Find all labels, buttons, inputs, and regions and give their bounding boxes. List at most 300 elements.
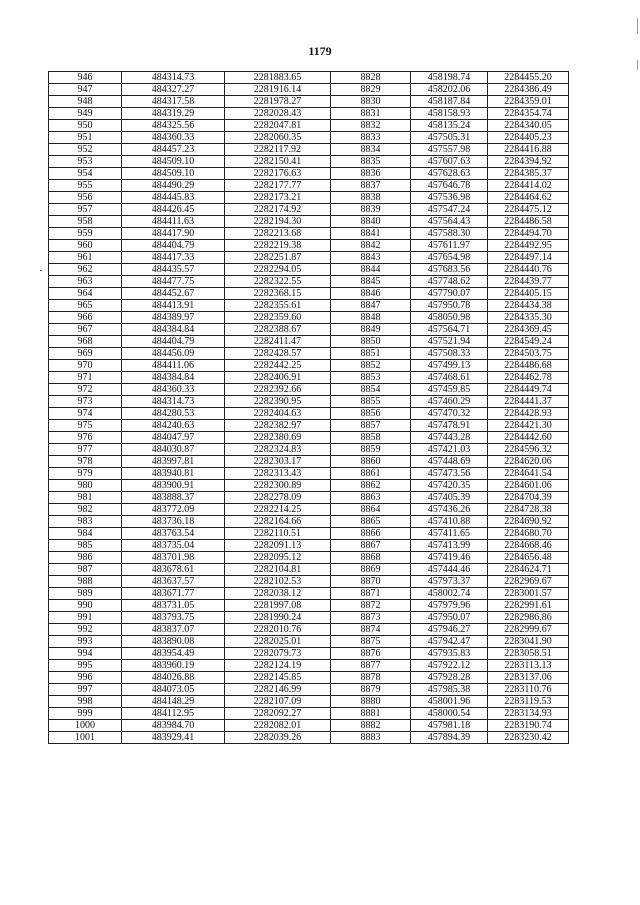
y-coordinate-right-cell: 2283134.93 [488,708,569,720]
point-number-left-cell: 994 [49,648,122,660]
y-coordinate-right-cell: 2284680.70 [488,528,569,540]
point-number-left-cell: 965 [49,300,122,312]
x-coordinate-left-cell: 484389.97 [122,312,225,324]
x-coordinate-left-cell: 484073.05 [122,684,225,696]
y-coordinate-right-cell: 2283119.53 [488,696,569,708]
x-coordinate-right-cell: 457410.88 [411,516,488,528]
point-number-left-cell: 953 [49,156,122,168]
y-coordinate-left-cell: 2282214.25 [225,504,331,516]
table-row [49,204,569,216]
x-coordinate-left-cell: 484047.97 [122,432,225,444]
x-coordinate-left-cell: 484490.29 [122,180,225,192]
x-coordinate-right-cell: 457748.62 [411,276,488,288]
x-coordinate-left-cell: 483763.54 [122,528,225,540]
point-number-left-cell: 947 [49,84,122,96]
x-coordinate-right-cell: 457654.98 [411,252,488,264]
point-number-left-cell: 981 [49,492,122,504]
table-row [49,180,569,192]
point-number-right-cell: 8871 [331,588,411,600]
point-number-right-cell: 8852 [331,360,411,372]
point-number-right-cell: 8872 [331,600,411,612]
table-row [49,240,569,252]
point-number-left-cell: 951 [49,132,122,144]
y-coordinate-right-cell: 2284486.68 [488,360,569,372]
y-coordinate-left-cell: 2282095.12 [225,552,331,564]
y-coordinate-left-cell: 2281997.08 [225,600,331,612]
table-row [49,216,569,228]
y-coordinate-left-cell: 2282322.55 [225,276,331,288]
table-row [49,228,569,240]
x-coordinate-left-cell: 483960.19 [122,660,225,672]
y-coordinate-right-cell: 2283137.06 [488,672,569,684]
table-row [49,396,569,408]
x-coordinate-left-cell: 484327.27 [122,84,225,96]
y-coordinate-left-cell: 2282117.92 [225,144,331,156]
x-coordinate-right-cell: 457557.98 [411,144,488,156]
point-number-left-cell: 991 [49,612,122,624]
x-coordinate-left-cell: 484360.33 [122,132,225,144]
point-number-right-cell: 8882 [331,720,411,732]
point-number-right-cell: 8867 [331,540,411,552]
x-coordinate-left-cell: 484509.10 [122,156,225,168]
point-number-right-cell: 8850 [331,336,411,348]
table-row [49,648,569,660]
y-coordinate-left-cell: 2282303.17 [225,456,331,468]
y-coordinate-right-cell: 2283230.42 [488,732,569,744]
point-number-right-cell: 8866 [331,528,411,540]
y-coordinate-right-cell: 2284369.45 [488,324,569,336]
y-coordinate-left-cell: 2282150.41 [225,156,331,168]
point-number-left-cell: 979 [49,468,122,480]
y-coordinate-right-cell: 2284354.74 [488,108,569,120]
table-row [49,264,569,276]
x-coordinate-left-cell: 484384.84 [122,372,225,384]
y-coordinate-right-cell: 2283041.90 [488,636,569,648]
point-number-right-cell: 8865 [331,516,411,528]
table-row [49,540,569,552]
y-coordinate-right-cell: 2284385.37 [488,168,569,180]
y-coordinate-right-cell: 2283001.57 [488,588,569,600]
y-coordinate-left-cell: 2282428.57 [225,348,331,360]
x-coordinate-left-cell: 484360.33 [122,384,225,396]
x-coordinate-right-cell: 457405.39 [411,492,488,504]
point-number-right-cell: 8869 [331,564,411,576]
y-coordinate-left-cell: 2282028.43 [225,108,331,120]
point-number-right-cell: 8881 [331,708,411,720]
x-coordinate-right-cell: 457443.28 [411,432,488,444]
point-number-right-cell: 8848 [331,312,411,324]
table-row [49,420,569,432]
y-coordinate-left-cell: 2282025.01 [225,636,331,648]
y-coordinate-right-cell: 2284624.71 [488,564,569,576]
point-number-left-cell: 988 [49,576,122,588]
y-coordinate-left-cell: 2281978.27 [225,96,331,108]
point-number-left-cell: 969 [49,348,122,360]
table-row [49,360,569,372]
y-coordinate-right-cell: 2284462.78 [488,372,569,384]
point-number-left-cell: 973 [49,396,122,408]
table-row [49,612,569,624]
y-coordinate-left-cell: 2282146.99 [225,684,331,696]
y-coordinate-left-cell: 2282145.85 [225,672,331,684]
point-number-right-cell: 8845 [331,276,411,288]
table-row [49,312,569,324]
coordinates-table-body [49,72,569,744]
point-number-right-cell: 8853 [331,372,411,384]
y-coordinate-left-cell: 2282060.35 [225,132,331,144]
table-row [49,708,569,720]
y-coordinate-right-cell: 2284549.24 [488,336,569,348]
point-number-right-cell: 8849 [331,324,411,336]
point-number-right-cell: 8873 [331,612,411,624]
point-number-left-cell: 948 [49,96,122,108]
x-coordinate-right-cell: 457683.56 [411,264,488,276]
y-coordinate-right-cell: 2282991.61 [488,600,569,612]
y-coordinate-right-cell: 2284440.76 [488,264,569,276]
y-coordinate-right-cell: 2282999.67 [488,624,569,636]
x-coordinate-right-cell: 457521.94 [411,336,488,348]
point-number-left-cell: 1000 [49,720,122,732]
x-coordinate-left-cell: 484280.53 [122,408,225,420]
table-row [49,492,569,504]
point-number-left-cell: 972 [49,384,122,396]
table-row [49,348,569,360]
table-row [49,372,569,384]
x-coordinate-right-cell: 457564.71 [411,324,488,336]
point-number-left-cell: 956 [49,192,122,204]
x-coordinate-left-cell: 483772.09 [122,504,225,516]
point-number-left-cell: 967 [49,324,122,336]
point-number-left-cell: 986 [49,552,122,564]
y-coordinate-left-cell: 2282177.77 [225,180,331,192]
table-row [49,564,569,576]
point-number-right-cell: 8874 [331,624,411,636]
point-number-left-cell: 950 [49,120,122,132]
table-row [49,672,569,684]
x-coordinate-right-cell: 457985.38 [411,684,488,696]
table-row [49,444,569,456]
y-coordinate-left-cell: 2282219.38 [225,240,331,252]
scan-speck [40,270,42,271]
table-row [49,504,569,516]
table-row [49,468,569,480]
table-row [49,72,569,84]
point-number-left-cell: 982 [49,504,122,516]
y-coordinate-left-cell: 2282082.01 [225,720,331,732]
x-coordinate-right-cell: 457459.85 [411,384,488,396]
table-row [49,516,569,528]
x-coordinate-right-cell: 457928.28 [411,672,488,684]
x-coordinate-left-cell: 483954.49 [122,648,225,660]
point-number-right-cell: 8851 [331,348,411,360]
table-row [49,156,569,168]
point-number-left-cell: 996 [49,672,122,684]
table-row [49,432,569,444]
point-number-right-cell: 8833 [331,132,411,144]
y-coordinate-right-cell: 2284405.15 [488,288,569,300]
point-number-right-cell: 8837 [331,180,411,192]
point-number-right-cell: 8834 [331,144,411,156]
y-coordinate-right-cell: 2283058.51 [488,648,569,660]
table-row [49,600,569,612]
table-row [49,168,569,180]
y-coordinate-right-cell: 2284704.39 [488,492,569,504]
table-row [49,720,569,732]
x-coordinate-right-cell: 457444.46 [411,564,488,576]
y-coordinate-left-cell: 2282038.12 [225,588,331,600]
x-coordinate-right-cell: 457950.07 [411,612,488,624]
point-number-left-cell: 992 [49,624,122,636]
table-row [49,192,569,204]
x-coordinate-right-cell: 457946.27 [411,624,488,636]
point-number-right-cell: 8838 [331,192,411,204]
y-coordinate-right-cell: 2284492.95 [488,240,569,252]
y-coordinate-left-cell: 2282404.63 [225,408,331,420]
point-number-left-cell: 995 [49,660,122,672]
x-coordinate-right-cell: 457607.63 [411,156,488,168]
point-number-right-cell: 8854 [331,384,411,396]
point-number-left-cell: 989 [49,588,122,600]
x-coordinate-left-cell: 484411.06 [122,360,225,372]
point-number-left-cell: 993 [49,636,122,648]
table-row [49,660,569,672]
x-coordinate-right-cell: 457922.12 [411,660,488,672]
x-coordinate-right-cell: 457419.46 [411,552,488,564]
point-number-left-cell: 978 [49,456,122,468]
y-coordinate-right-cell: 2284442.60 [488,432,569,444]
y-coordinate-left-cell: 2282390.95 [225,396,331,408]
x-coordinate-left-cell: 483731.05 [122,600,225,612]
x-coordinate-right-cell: 457436.26 [411,504,488,516]
x-coordinate-left-cell: 484319.29 [122,108,225,120]
x-coordinate-left-cell: 483940.81 [122,468,225,480]
x-coordinate-left-cell: 483888.37 [122,492,225,504]
x-coordinate-left-cell: 483678.61 [122,564,225,576]
y-coordinate-right-cell: 2284394.92 [488,156,569,168]
table-row [49,300,569,312]
point-number-left-cell: 976 [49,432,122,444]
x-coordinate-left-cell: 483997.81 [122,456,225,468]
point-number-right-cell: 8876 [331,648,411,660]
point-number-left-cell: 1001 [49,732,122,744]
x-coordinate-left-cell: 483735.04 [122,540,225,552]
y-coordinate-left-cell: 2282107.09 [225,696,331,708]
x-coordinate-right-cell: 457790.07 [411,288,488,300]
point-number-left-cell: 959 [49,228,122,240]
point-number-right-cell: 8847 [331,300,411,312]
y-coordinate-left-cell: 2282176.63 [225,168,331,180]
y-coordinate-right-cell: 2284386.49 [488,84,569,96]
x-coordinate-right-cell: 457973.37 [411,576,488,588]
y-coordinate-left-cell: 2282442.25 [225,360,331,372]
table-row [49,288,569,300]
x-coordinate-right-cell: 458002.74 [411,588,488,600]
point-number-right-cell: 8864 [331,504,411,516]
x-coordinate-left-cell: 483637.57 [122,576,225,588]
x-coordinate-left-cell: 483793.75 [122,612,225,624]
x-coordinate-right-cell: 457628.63 [411,168,488,180]
x-coordinate-right-cell: 458050.98 [411,312,488,324]
y-coordinate-right-cell: 2284486.58 [488,216,569,228]
x-coordinate-right-cell: 457611.97 [411,240,488,252]
point-number-left-cell: 958 [49,216,122,228]
x-coordinate-left-cell: 483671.77 [122,588,225,600]
x-coordinate-right-cell: 458001.96 [411,696,488,708]
y-coordinate-right-cell: 2284728.38 [488,504,569,516]
y-coordinate-left-cell: 2281883.65 [225,72,331,84]
y-coordinate-right-cell: 2284359.01 [488,96,569,108]
x-coordinate-left-cell: 484509.10 [122,168,225,180]
y-coordinate-right-cell: 2284439.77 [488,276,569,288]
table-row [49,588,569,600]
y-coordinate-right-cell: 2284596.32 [488,444,569,456]
y-coordinate-right-cell: 2284434.38 [488,300,569,312]
y-coordinate-left-cell: 2282010.76 [225,624,331,636]
y-coordinate-left-cell: 2282388.67 [225,324,331,336]
x-coordinate-left-cell: 484317.58 [122,96,225,108]
y-coordinate-left-cell: 2282324.83 [225,444,331,456]
table-row [49,480,569,492]
x-coordinate-right-cell: 457413.99 [411,540,488,552]
table-row [49,684,569,696]
x-coordinate-left-cell: 484417.33 [122,252,225,264]
y-coordinate-right-cell: 2284690.92 [488,516,569,528]
y-coordinate-left-cell: 2282173.21 [225,192,331,204]
x-coordinate-left-cell: 484404.79 [122,240,225,252]
y-coordinate-right-cell: 2283110.76 [488,684,569,696]
x-coordinate-right-cell: 458198.74 [411,72,488,84]
table-row [49,324,569,336]
x-coordinate-left-cell: 484314.73 [122,72,225,84]
x-coordinate-right-cell: 457411.65 [411,528,488,540]
x-coordinate-left-cell: 484445.83 [122,192,225,204]
y-coordinate-left-cell: 2282411.47 [225,336,331,348]
x-coordinate-right-cell: 457981.18 [411,720,488,732]
x-coordinate-right-cell: 457473.56 [411,468,488,480]
x-coordinate-left-cell: 484477.75 [122,276,225,288]
point-number-left-cell: 962 [49,264,122,276]
point-number-right-cell: 8880 [331,696,411,708]
x-coordinate-left-cell: 483929.41 [122,732,225,744]
point-number-left-cell: 984 [49,528,122,540]
y-coordinate-right-cell: 2284405.23 [488,132,569,144]
point-number-right-cell: 8863 [331,492,411,504]
point-number-right-cell: 8836 [331,168,411,180]
x-coordinate-right-cell: 457470.32 [411,408,488,420]
x-coordinate-left-cell: 484426.45 [122,204,225,216]
x-coordinate-right-cell: 457499.13 [411,360,488,372]
point-number-right-cell: 8877 [331,660,411,672]
x-coordinate-left-cell: 483900.91 [122,480,225,492]
x-coordinate-left-cell: 483736.18 [122,516,225,528]
x-coordinate-left-cell: 484413.91 [122,300,225,312]
x-coordinate-right-cell: 458135.24 [411,120,488,132]
y-coordinate-right-cell: 2284335.30 [488,312,569,324]
x-coordinate-right-cell: 458187.84 [411,96,488,108]
point-number-right-cell: 8858 [331,432,411,444]
point-number-left-cell: 975 [49,420,122,432]
point-number-left-cell: 952 [49,144,122,156]
x-coordinate-left-cell: 484417.90 [122,228,225,240]
table-row [49,576,569,588]
point-number-left-cell: 990 [49,600,122,612]
x-coordinate-left-cell: 484452.67 [122,288,225,300]
table-row [49,456,569,468]
y-coordinate-left-cell: 2282164.66 [225,516,331,528]
y-coordinate-right-cell: 2284428.93 [488,408,569,420]
point-number-right-cell: 8875 [331,636,411,648]
point-number-left-cell: 970 [49,360,122,372]
x-coordinate-right-cell: 457588.30 [411,228,488,240]
table-row [49,132,569,144]
x-coordinate-left-cell: 484148.29 [122,696,225,708]
table-row [49,336,569,348]
x-coordinate-right-cell: 458000.54 [411,708,488,720]
point-number-right-cell: 8870 [331,576,411,588]
point-number-right-cell: 8878 [331,672,411,684]
point-number-right-cell: 8883 [331,732,411,744]
table-row [49,696,569,708]
y-coordinate-right-cell: 2284449.74 [488,384,569,396]
y-coordinate-right-cell: 2282969.67 [488,576,569,588]
point-number-right-cell: 8868 [331,552,411,564]
x-coordinate-right-cell: 457536.98 [411,192,488,204]
point-number-right-cell: 8840 [331,216,411,228]
y-coordinate-left-cell: 2282213.68 [225,228,331,240]
x-coordinate-right-cell: 458158.93 [411,108,488,120]
point-number-right-cell: 8828 [331,72,411,84]
point-number-left-cell: 983 [49,516,122,528]
y-coordinate-left-cell: 2281916.14 [225,84,331,96]
x-coordinate-right-cell: 457421.03 [411,444,488,456]
point-number-left-cell: 961 [49,252,122,264]
x-coordinate-right-cell: 457478.91 [411,420,488,432]
table-row [49,252,569,264]
y-coordinate-right-cell: 2284464.62 [488,192,569,204]
table-row [49,384,569,396]
y-coordinate-right-cell: 2284503.75 [488,348,569,360]
y-coordinate-right-cell: 2283113.13 [488,660,569,672]
y-coordinate-right-cell: 2284668.46 [488,540,569,552]
x-coordinate-right-cell: 457564.43 [411,216,488,228]
y-coordinate-right-cell: 2284494.70 [488,228,569,240]
y-coordinate-left-cell: 2282392.66 [225,384,331,396]
table-row [49,276,569,288]
y-coordinate-right-cell: 2284601.06 [488,480,569,492]
y-coordinate-right-cell: 2284497.14 [488,252,569,264]
x-coordinate-right-cell: 457942.47 [411,636,488,648]
table-row [49,84,569,96]
point-number-left-cell: 954 [49,168,122,180]
y-coordinate-left-cell: 2281990.24 [225,612,331,624]
x-coordinate-left-cell: 484435.57 [122,264,225,276]
table-row [49,144,569,156]
y-coordinate-left-cell: 2282104.81 [225,564,331,576]
x-coordinate-left-cell: 484112.95 [122,708,225,720]
point-number-left-cell: 977 [49,444,122,456]
y-coordinate-right-cell: 2284620.06 [488,456,569,468]
y-coordinate-left-cell: 2282110.51 [225,528,331,540]
coordinates-table [48,71,569,744]
y-coordinate-right-cell: 2284641.54 [488,468,569,480]
y-coordinate-left-cell: 2282368.15 [225,288,331,300]
point-number-right-cell: 8855 [331,396,411,408]
x-coordinate-right-cell: 457468.61 [411,372,488,384]
y-coordinate-left-cell: 2282039.26 [225,732,331,744]
table-row [49,552,569,564]
point-number-right-cell: 8842 [331,240,411,252]
point-number-left-cell: 966 [49,312,122,324]
